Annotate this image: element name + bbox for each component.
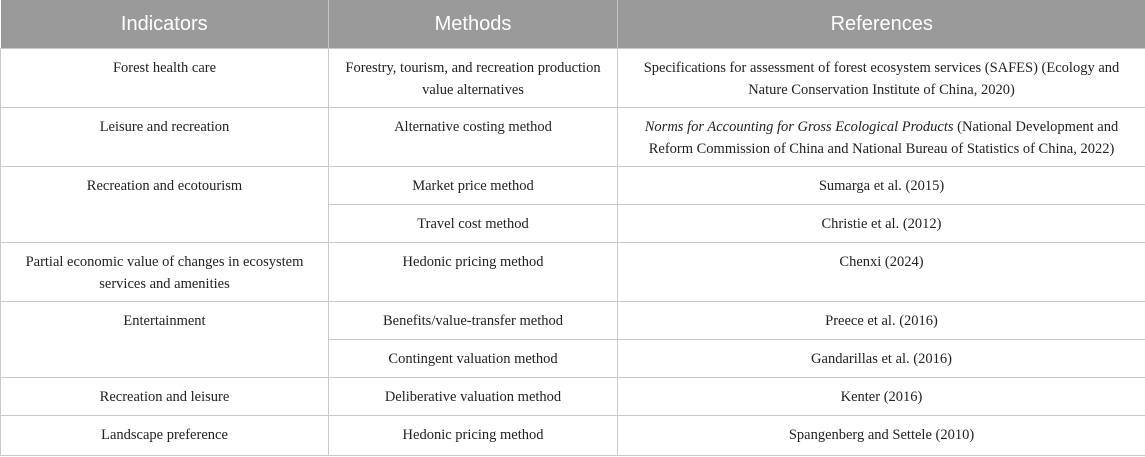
reference-cell: Preece et al. (2016): [618, 302, 1145, 340]
method-cell: Alternative costing method: [329, 108, 618, 167]
indicator-cell: Forest health care: [1, 49, 329, 108]
method-cell: Market price method: [329, 167, 618, 205]
indicator-cell: Recreation and leisure: [1, 378, 329, 416]
reference-cell: Sumarga et al. (2015): [618, 167, 1145, 205]
method-cell: Travel cost method: [329, 205, 618, 243]
reference-cell: Gandarillas et al. (2016): [618, 340, 1145, 378]
reference-text: (National Development and Reform Commission of China and National Bureau of Statistics of China, 2022): [648, 119, 1119, 157]
method-cell: Hedonic pricing method: [329, 243, 618, 302]
reference-cell: [618, 108, 1145, 167]
header-row: [1, 0, 1145, 49]
header-references: References: [618, 0, 1145, 49]
reference-cell: Kenter (2016): [618, 378, 1145, 416]
table-body: [1, 49, 1145, 456]
indicator-cell: Partial economic value of changes in ecosystem services and amenities: [1, 243, 329, 302]
table-header: [1, 0, 1145, 49]
table-row: [1, 108, 1145, 167]
table-row: [1, 416, 1145, 456]
reference-cell: Chenxi (2024): [618, 243, 1145, 302]
indicator-cell: Landscape preference: [1, 416, 329, 456]
reference-cell: Specifications for assessment of forest ecosystem services (SAFES) (Ecology and Nature Conservation Institute of China, 2020): [618, 49, 1145, 108]
reference-cell: Christie et al. (2012): [618, 205, 1145, 243]
reference-title-italic: Norms for Accounting for Gross Ecological Products: [644, 119, 954, 135]
header-methods: Methods: [329, 0, 618, 49]
method-cell: Benefits/value-transfer method: [329, 302, 618, 340]
table-row: [1, 378, 1145, 416]
method-cell: Contingent valuation method: [329, 340, 618, 378]
table-row: [1, 167, 1145, 205]
indicator-cell: Entertainment: [1, 302, 329, 378]
method-cell: Forestry, tourism, and recreation production value alternatives: [329, 49, 618, 108]
table-row: [1, 49, 1145, 108]
reference-cell: Spangenberg and Settele (2010): [618, 416, 1145, 456]
indicator-cell: Leisure and recreation: [1, 108, 329, 167]
method-cell: Hedonic pricing method: [329, 416, 618, 456]
method-cell: Deliberative valuation method: [329, 378, 618, 416]
header-indicators: Indicators: [1, 0, 329, 49]
table-row: [1, 243, 1145, 302]
table-row: [1, 302, 1145, 340]
indicator-cell: Recreation and ecotourism: [1, 167, 329, 243]
